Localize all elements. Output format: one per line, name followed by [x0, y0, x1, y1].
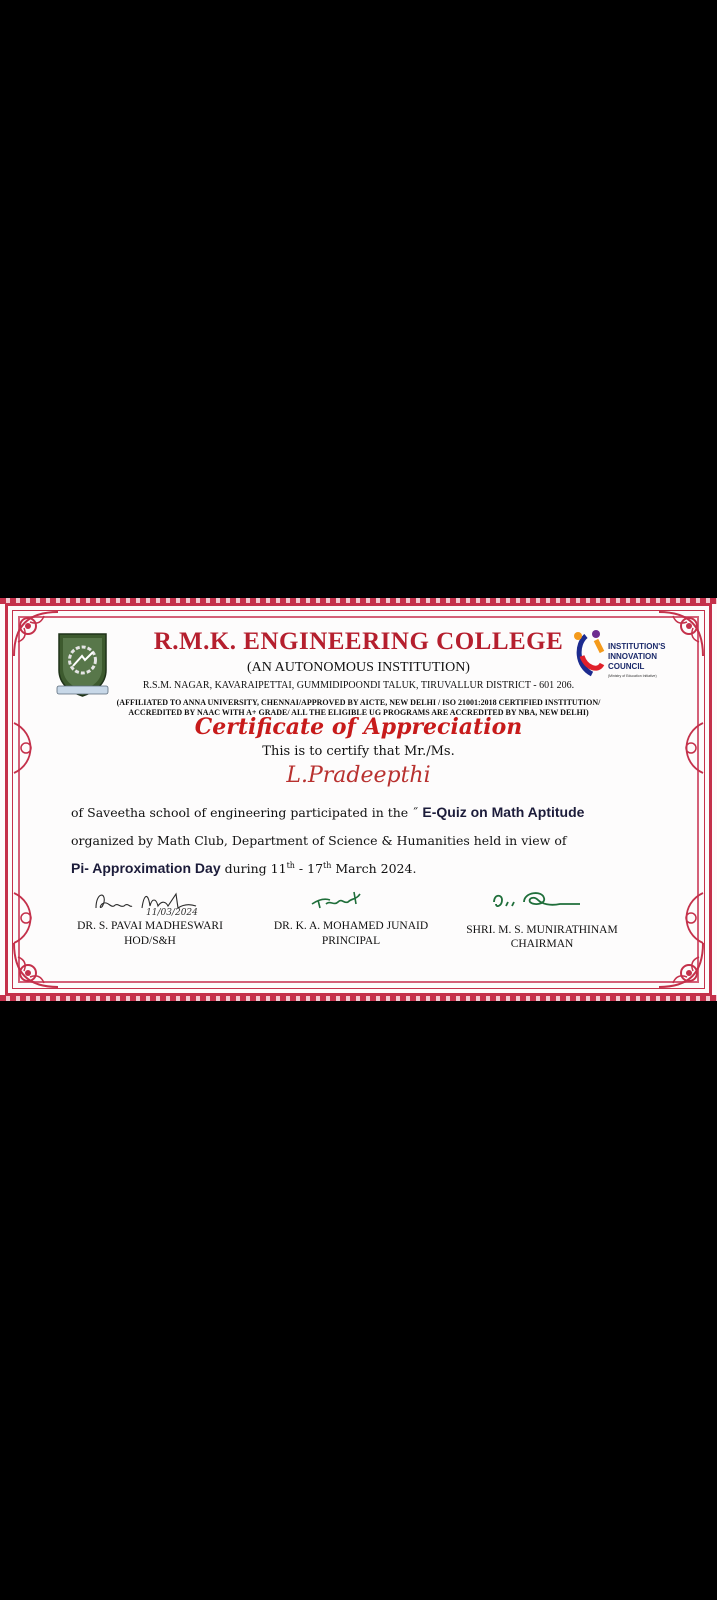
- month-year-text: March 2024.: [331, 861, 417, 876]
- swirl-ornament-right-lower: [671, 888, 711, 948]
- swirl-ornament-left-lower: [6, 888, 46, 948]
- affiliation-line1: (AFFILIATED TO ANNA UNIVERSITY, CHENNAI/APPROVED BY AICTE, NEW DELHI / ISO 21001:2018 CERTIFIED INSTITUTION/: [116, 698, 601, 707]
- college-address: R.S.M. NAGAR, KAVARAIPETTAI, GUMMIDIPOONDI TALUK, TIRUVALLUR DISTRICT - 601 206.: [142, 680, 575, 691]
- affiliation-line2: ACCREDITED BY NAAC WITH A+ GRADE/ ALL THE ELIGIBLE UG PROGRAMS ARE ACCREDITED BY NBA, NEW DELHI): [128, 708, 589, 717]
- signatory-hod-role: HOD/S&H: [124, 935, 176, 947]
- certificate-title: Certificate of Appreciation: [194, 714, 523, 740]
- during-text: during 11: [224, 861, 287, 876]
- signature-chairman: [490, 886, 585, 916]
- iic-line1: INSTITUTION'S: [608, 642, 666, 651]
- college-name: R.M.K. ENGINEERING COLLEGE: [153, 628, 564, 655]
- signature-date: 11/03/2024: [146, 908, 198, 918]
- recipient-name: L.Pradeepthi: [286, 763, 431, 788]
- certify-text: This is to certify that Mr./Ms.: [262, 744, 455, 759]
- signatory-hod-name: DR. S. PAVAI MADHESWARI: [77, 920, 223, 932]
- signatory-principal-name: DR. K. A. MOHAMED JUNAID: [273, 920, 429, 932]
- iic-line3: COUNCIL: [608, 662, 645, 671]
- dash-text: - 17: [294, 861, 324, 876]
- signatory-chairman-role: CHAIRMAN: [510, 938, 574, 950]
- signature-principal: [308, 888, 368, 912]
- body-line-1: [71, 804, 584, 820]
- certificate: [0, 598, 717, 1001]
- body-line1-prefix: of Saveetha school of engineering participated in the ˝: [71, 805, 419, 820]
- event-name: E-Quiz on Math Aptitude: [422, 804, 585, 820]
- iic-line2: INNOVATION: [608, 652, 658, 661]
- signatory-principal-role: PRINCIPAL: [321, 935, 381, 947]
- college-subtitle: (AN AUTONOMOUS INSTITUTION): [247, 660, 470, 675]
- body-line-2: organized by Math Club, Department of Science & Humanities held in view of: [71, 833, 567, 848]
- occasion-name: Pi- Approximation Day: [71, 860, 221, 876]
- iic-tagline: (Ministry of Education Initiative): [608, 674, 657, 678]
- sup-th-2: th: [323, 860, 332, 870]
- sup-th-1: th: [286, 860, 295, 870]
- body-line-3: [71, 860, 416, 876]
- signatory-chairman-name: SHRI. M. S. MUNIRATHINAM: [466, 924, 618, 936]
